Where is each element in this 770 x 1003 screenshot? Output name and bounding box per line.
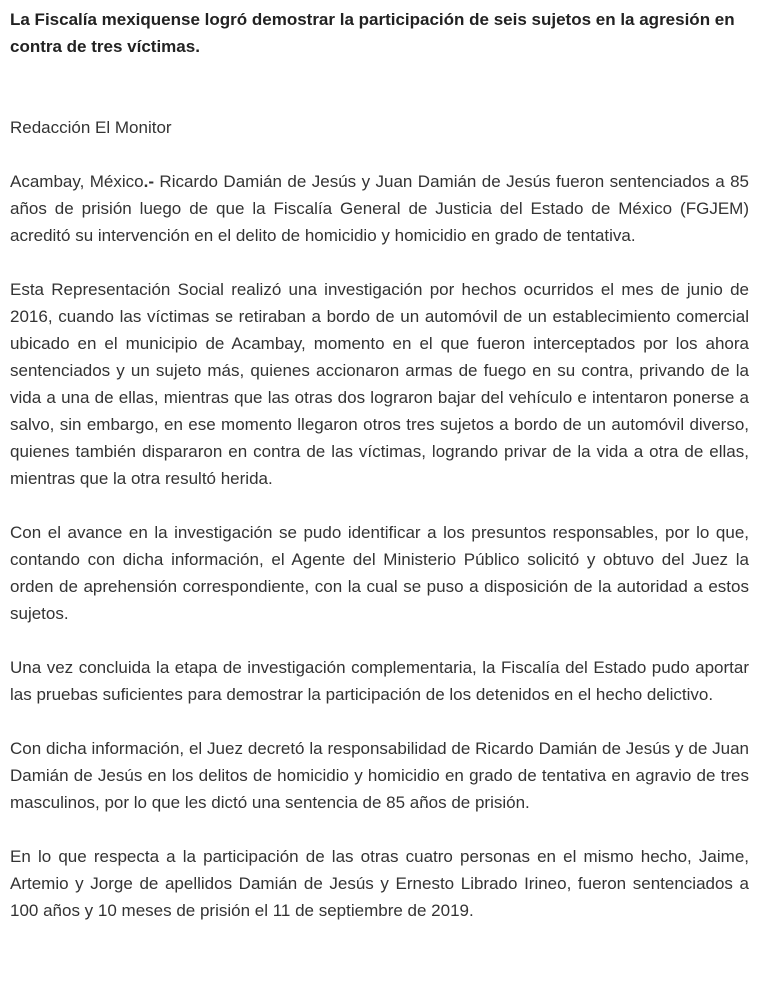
article-byline: Redacción El Monitor — [10, 118, 172, 137]
paragraph-lead-text: Ricardo Damián de Jesús y Juan Damián de Jesús fueron sentenciados a 85 años de prisión luego de que la Fiscalía General de Justicia del Estado de México (FGJEM) acreditó su intervención en el delito de homicidio y homicidio en grado de tentativa. — [10, 172, 749, 245]
paragraph-other-sentenced: En lo que respecta a la participación de las otras cuatro personas en el mismo hecho, Jaime, Artemio y Jorge de apellidos Damián de Jesús y Ernesto Librado Irineo, fueron sentenciados a 100 años y 10 meses de prisión el 11 de septiembre de 2019. — [10, 847, 749, 920]
paragraph-lead — [10, 168, 749, 249]
paragraph-arrest: Con el avance en la investigación se pudo identificar a los presuntos responsables, por lo que, contando con dicha información, el Agente del Ministerio Público solicitó y obtuvo del Juez la orden de aprehensión correspondiente, con la cual se puso a disposición de la autoridad a estos sujetos. — [10, 523, 749, 623]
headline-spacer — [10, 60, 749, 114]
paragraph-sentence: Con dicha información, el Juez decretó la responsabilidad de Ricardo Damián de Jesús y de Juan Damián de Jesús en los delitos de homicidio y homicidio en grado de tentativa en agravio de tres masculinos, por lo que les dictó una sentencia de 85 años de prisión. — [10, 739, 749, 812]
paragraph-evidence: Una vez concluida la etapa de investigación complementaria, la Fiscalía del Estado pudo aportar las pruebas suficientes para demostrar la participación de los detenidos en el hecho delictivo. — [10, 658, 749, 704]
lead-separator: .- — [143, 172, 154, 191]
article-headline: La Fiscalía mexiquense logró demostrar la participación de seis sujetos en la agresión en contra de tres víctimas. — [10, 10, 735, 56]
paragraph-investigation: Esta Representación Social realizó una investigación por hechos ocurridos el mes de junio de 2016, cuando las víctimas se retiraban a bordo de un automóvil de un establecimiento comercial ubicado en el municipio de Acambay, momento en el que fueron interceptados por los ahora sentenciados y un sujeto más, quienes accionaron armas de fuego en su contra, privando de la vida a una de ellas, mientras que las otras dos lograron bajar del vehículo e intentaron ponerse a salvo, sin embargo, en ese momento llegaron otros tres sujetos a bordo de un automóvil diverso, quienes también dispararon en contra de las víctimas, logrando privar de la vida a otra de ellas, mientras que la otra resultó herida. — [10, 280, 749, 488]
lead-place: Acambay, México — [10, 172, 144, 191]
